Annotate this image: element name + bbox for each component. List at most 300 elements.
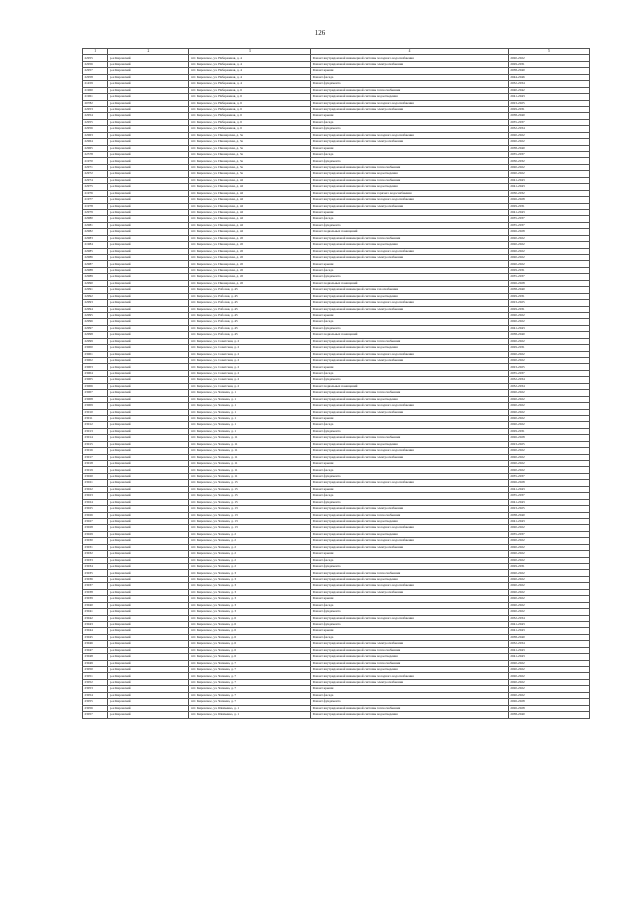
work-type-cell: Ремонт крыши [311, 364, 509, 370]
row-id: 21459 [83, 81, 108, 87]
address-cell: пгт. Кировское, ул. Пионерская, д. 45 [189, 261, 311, 267]
work-type-cell: Ремонт внутридомовой инженерной системы электроснабжения [311, 506, 509, 512]
row-id: 23013 [83, 428, 108, 434]
row-id: 21976 [83, 190, 108, 196]
period-cell: 2032-2034 [508, 81, 589, 87]
row-id: 21984 [83, 242, 108, 248]
address-cell: пгт. Кировское, ул. Чапаева, д. 3 [189, 602, 311, 608]
district-cell: р-н Кировский [108, 171, 189, 177]
work-type-cell: Ремонт фундамента [311, 81, 509, 87]
address-cell: пгт. Кировское, ул. Рабочая, д. 45 [189, 319, 311, 325]
district-cell: р-н Кировский [108, 679, 189, 685]
address-cell: пгт. Кировское, ул. Пионерская, д. 3а [189, 152, 311, 158]
address-cell: пгт. Кировское, ул. Чапаева, д. 1 [189, 390, 311, 396]
period-cell: 2029-2031 [508, 106, 589, 112]
work-type-cell: Ремонт крыши [311, 145, 509, 151]
address-cell: пгт. Кировское, ул. Чапаева, д. 7 [189, 660, 311, 666]
period-cell: 2032-2034 [508, 377, 589, 383]
district-cell: р-н Кировский [108, 358, 189, 364]
address-cell: пгт. Кировское, ул. Чапаева, д. 7 [189, 699, 311, 705]
period-cell: 2020-2022 [508, 164, 589, 170]
period-cell: 2029-2031 [508, 203, 589, 209]
district-cell: р-н Кировский [108, 403, 189, 409]
row-id: 23008 [83, 396, 108, 402]
row-id: 23038 [83, 589, 108, 595]
row-id: 23021 [83, 480, 108, 486]
period-cell: 2041-2043 [508, 325, 589, 331]
work-type-cell: Ремонт внутридомовой инженерной системы электроснабжения [311, 409, 509, 415]
work-type-cell: Ремонт подвальных помещений [311, 383, 509, 389]
row-id: 23034 [83, 564, 108, 570]
row-id: 22982 [83, 229, 108, 235]
work-type-cell: Ремонт фундамента [311, 158, 509, 164]
period-cell: 2041-2043 [508, 486, 589, 492]
district-cell: р-н Кировский [108, 602, 189, 608]
district-cell: р-н Кировский [108, 435, 189, 441]
work-type-cell: Ремонт фундамента [311, 699, 509, 705]
work-type-cell: Ремонт внутридомовой инженерной системы теплоснабжения [311, 390, 509, 396]
row-id: 23052 [83, 679, 108, 685]
row-id: 23001 [83, 351, 108, 357]
work-type-cell: Ремонт внутридомовой инженерной системы холодного водоснабжения [311, 583, 509, 589]
address-cell: пгт. Кировское, ул. Рабочая, д. 45 [189, 306, 311, 312]
district-cell: р-н Кировский [108, 74, 189, 80]
period-cell: 2023-2025 [508, 100, 589, 106]
period-cell: 2030-2032 [508, 158, 589, 164]
district-cell: р-н Кировский [108, 222, 189, 228]
row-id: 22972 [83, 171, 108, 177]
period-cell: 2020-2022 [508, 390, 589, 396]
work-type-cell: Ремонт крыши [311, 628, 509, 634]
period-cell: 2020-2022 [508, 673, 589, 679]
district-cell: р-н Кировский [108, 139, 189, 145]
row-id: 23003 [83, 364, 108, 370]
row-id: 22956 [83, 61, 108, 67]
district-cell: р-н Кировский [108, 448, 189, 454]
district-cell: р-н Кировский [108, 364, 189, 370]
work-type-cell: Ремонт крыши [311, 686, 509, 692]
period-cell: 2020-2022 [508, 351, 589, 357]
address-cell: пгт. Кировское, ул. Чапаева, д. 2 [189, 538, 311, 544]
address-cell: пгт. Кировское, ул. Чапаева, д. 15 [189, 480, 311, 486]
period-cell: 2020-2022 [508, 235, 589, 241]
district-cell: р-н Кировский [108, 338, 189, 344]
row-id: 22987 [83, 261, 108, 267]
address-cell: пгт. Кировское, ул. Советская, д. 2 [189, 364, 311, 370]
period-cell: 2041-2043 [508, 647, 589, 653]
row-id: 22988 [83, 267, 108, 273]
period-cell: 2035-2037 [508, 216, 589, 222]
district-cell: р-н Кировский [108, 61, 189, 67]
row-id: 23025 [83, 506, 108, 512]
work-type-cell: Ремонт внутридомовой инженерной системы холодного водоснабжения [311, 480, 509, 486]
period-cell: 2020-2022 [508, 396, 589, 402]
period-cell: 2026-2028 [508, 229, 589, 235]
district-cell: р-н Кировский [108, 551, 189, 557]
row-id: 23027 [83, 518, 108, 524]
district-cell: р-н Кировский [108, 203, 189, 209]
row-id: 22998 [83, 332, 108, 338]
address-cell: пгт. Кировское, ул. Пионерская, д. 45 [189, 255, 311, 261]
work-type-cell: Ремонт внутридомовой инженерной системы теплоснабжения [311, 338, 509, 344]
address-cell: пгт. Кировское, ул. Набережная, д. 4 [189, 81, 311, 87]
row-id: 23048 [83, 654, 108, 660]
work-type-cell: Ремонт фундамента [311, 564, 509, 570]
period-cell: 2020-2022 [508, 467, 589, 473]
district-cell: р-н Кировский [108, 570, 189, 576]
address-cell: пгт. Кировское, ул. Советская, д. 2 [189, 377, 311, 383]
address-cell: пгт. Кировское, ул. Чапаева, д. 6 [189, 621, 311, 627]
period-cell: 2029-2031 [508, 428, 589, 434]
district-cell: р-н Кировский [108, 557, 189, 563]
district-cell: р-н Кировский [108, 68, 189, 74]
period-cell: 2035-2037 [508, 473, 589, 479]
address-cell: пгт. Кировское, ул. Набережная, д. 6 [189, 87, 311, 93]
work-type-cell: Ремонт фасада [311, 467, 509, 473]
address-cell: пгт. Кировское, ул. Советская, д. 2 [189, 370, 311, 376]
address-cell: пгт. Кировское, ул. Чапаева, д. 7 [189, 673, 311, 679]
address-cell: пгт. Кировское, ул. Чапаева, д. 1 [189, 422, 311, 428]
district-cell: р-н Кировский [108, 261, 189, 267]
district-cell: р-н Кировский [108, 216, 189, 222]
period-cell: 2038-2040 [508, 634, 589, 640]
address-cell: пгт. Кировское, ул. Чапаева, д. 3 [189, 589, 311, 595]
period-cell: 2020-2022 [508, 686, 589, 692]
address-cell: пгт. Кировское, ул. Советская, д. 2 [189, 383, 311, 389]
period-cell: 2020-2022 [508, 583, 589, 589]
row-id: 23049 [83, 660, 108, 666]
address-cell: пгт. Кировское, ул. Чапаева, д. 11 [189, 461, 311, 467]
address-cell: пгт. Кировское, ул. Пионерская, д. 45 [189, 280, 311, 286]
row-id: 22983 [83, 235, 108, 241]
period-cell: 2035-2037 [508, 531, 589, 537]
row-id: 23051 [83, 673, 108, 679]
period-cell: 2020-2022 [508, 171, 589, 177]
work-type-cell: Ремонт внутридомовой инженерной системы теплоснабжения [311, 570, 509, 576]
work-type-cell: Ремонт внутридомовой инженерной системы электроснабжения [311, 255, 509, 261]
row-id: 23012 [83, 422, 108, 428]
district-cell: р-н Кировский [108, 493, 189, 499]
district-cell: р-н Кировский [108, 628, 189, 634]
address-cell: пгт. Кировское, ул. Пионерская, д. 45 [189, 235, 311, 241]
district-cell: р-н Кировский [108, 306, 189, 312]
row-id: 23002 [83, 358, 108, 364]
address-cell: пгт. Кировское, ул. Пионерская, д. 45 [189, 242, 311, 248]
period-cell: 2038-2040 [508, 145, 589, 151]
row-id: 23020 [83, 473, 108, 479]
district-cell: р-н Кировский [108, 255, 189, 261]
district-cell: р-н Кировский [108, 461, 189, 467]
period-cell: 2023-2025 [508, 300, 589, 306]
district-cell: р-н Кировский [108, 647, 189, 653]
row-id: 23046 [83, 641, 108, 647]
row-id: 23040 [83, 602, 108, 608]
row-id: 22963 [83, 132, 108, 138]
address-cell: пгт. Кировское, ул. Чапаева, д. 6 [189, 634, 311, 640]
work-type-cell: Ремонт внутридомовой инженерной системы водоотведения [311, 518, 509, 524]
row-id: 23042 [83, 615, 108, 621]
row-id: 22992 [83, 293, 108, 299]
address-cell: пгт. Кировское, ул. Чапаева, д. 11 [189, 473, 311, 479]
work-type-cell: Ремонт крыши [311, 261, 509, 267]
district-cell: р-н Кировский [108, 94, 189, 100]
address-cell: пгт. Кировское, ул. Набережная, д. 4 [189, 68, 311, 74]
district-cell: р-н Кировский [108, 87, 189, 93]
district-cell: р-н Кировский [108, 615, 189, 621]
address-cell: пгт. Кировское, ул. Советская, д. 2 [189, 351, 311, 357]
address-cell: пгт. Кировское, ул. Набережная, д. 6 [189, 113, 311, 119]
work-type-cell: Ремонт внутридомовой инженерной системы водоотведения [311, 293, 509, 299]
district-cell: р-н Кировский [108, 428, 189, 434]
work-type-cell: Ремонт фасада [311, 422, 509, 428]
address-cell: пгт. Кировское, ул. Чапаева, д. 6 [189, 628, 311, 634]
work-type-cell: Ремонт внутридомовой инженерной системы холодного водоснабжения [311, 448, 509, 454]
row-id: 23039 [83, 596, 108, 602]
work-type-cell: Ремонт внутридомовой инженерной системы холодного водоснабжения [311, 615, 509, 621]
district-cell: р-н Кировский [108, 113, 189, 119]
row-id: 22990 [83, 280, 108, 286]
address-cell: пгт. Кировское, ул. Чапаева, д. 13 [189, 518, 311, 524]
period-cell: 2020-2022 [508, 557, 589, 563]
work-type-cell: Ремонт внутридомовой инженерной системы электроснабжения [311, 203, 509, 209]
row-id: 22981 [83, 222, 108, 228]
district-cell: р-н Кировский [108, 564, 189, 570]
district-cell: р-н Кировский [108, 235, 189, 241]
row-id: 21970 [83, 158, 108, 164]
district-cell: р-н Кировский [108, 518, 189, 524]
work-type-cell: Ремонт внутридомовой инженерной системы водоотведения [311, 667, 509, 673]
district-cell: р-н Кировский [108, 287, 189, 293]
work-type-cell: Ремонт внутридомовой инженерной системы электроснабжения [311, 454, 509, 460]
address-cell: пгт. Кировское, ул. Пионерская, д. 42 [189, 190, 311, 196]
district-cell: р-н Кировский [108, 145, 189, 151]
period-cell: 2020-2022 [508, 589, 589, 595]
district-cell: р-н Кировский [108, 158, 189, 164]
period-cell: 2029-2031 [508, 267, 589, 273]
row-id: 22956 [83, 126, 108, 132]
district-cell: р-н Кировский [108, 377, 189, 383]
row-id: 23047 [83, 647, 108, 653]
district-cell: р-н Кировский [108, 332, 189, 338]
row-id: 22995 [83, 312, 108, 318]
row-id: 22954 [83, 113, 108, 119]
period-cell: 2026-2028 [508, 435, 589, 441]
period-cell: 2023-2025 [508, 506, 589, 512]
row-id: 22991 [83, 287, 108, 293]
work-type-cell: Ремонт внутридомовой инженерной системы холодного водоснабжения [311, 673, 509, 679]
address-cell: пгт. Кировское, ул. Чапаева, д. 11 [189, 454, 311, 460]
row-id: 22985 [83, 248, 108, 254]
address-cell: пгт. Кировское, ул. Пионерская, д. 3а [189, 139, 311, 145]
district-cell: р-н Кировский [108, 480, 189, 486]
work-type-cell: Ремонт фасада [311, 692, 509, 698]
address-cell: пгт. Кировское, ул. Набережная, д. 6 [189, 126, 311, 132]
work-type-cell: Ремонт внутридомовой инженерной системы теплоснабжения [311, 647, 509, 653]
row-id: 22980 [83, 216, 108, 222]
district-cell: р-н Кировский [108, 152, 189, 158]
work-type-cell: Ремонт фундамента [311, 325, 509, 331]
period-cell: 2020-2022 [508, 609, 589, 615]
work-type-cell: Ремонт внутридомовой инженерной системы электроснабжения [311, 679, 509, 685]
district-cell: р-н Кировский [108, 319, 189, 325]
row-id: 23032 [83, 551, 108, 557]
work-type-cell: Ремонт внутридомовой инженерной системы водоотведения [311, 712, 509, 718]
row-id: 23022 [83, 486, 108, 492]
period-cell: 2020-2022 [508, 679, 589, 685]
period-cell: 2038-2040 [508, 113, 589, 119]
district-cell: р-н Кировский [108, 667, 189, 673]
column-number: 3 [189, 49, 311, 55]
district-cell: р-н Кировский [108, 712, 189, 718]
work-type-cell: Ремонт внутридомовой инженерной системы водоотведения [311, 576, 509, 582]
period-cell: 2020-2022 [508, 660, 589, 666]
district-cell: р-н Кировский [108, 705, 189, 711]
address-cell: пгт. Кировское, ул. Советская, д. 2 [189, 358, 311, 364]
district-cell: р-н Кировский [108, 274, 189, 280]
address-cell: пгт. Кировское, ул. Советская, д. 2 [189, 338, 311, 344]
address-cell: пгт. Кировское, ул. Набережная, д. 4 [189, 55, 311, 61]
work-type-cell: Ремонт фасада [311, 557, 509, 563]
row-id: 22997 [83, 325, 108, 331]
district-cell: р-н Кировский [108, 106, 189, 112]
district-cell: р-н Кировский [108, 654, 189, 660]
work-type-cell: Ремонт внутридомовой инженерной системы водоотведения [311, 242, 509, 248]
district-cell: р-н Кировский [108, 300, 189, 306]
work-type-cell: Ремонт подвальных помещений [311, 332, 509, 338]
work-type-cell: Ремонт фундамента [311, 473, 509, 479]
district-cell: р-н Кировский [108, 126, 189, 132]
row-id: 22989 [83, 274, 108, 280]
district-cell: р-н Кировский [108, 454, 189, 460]
period-cell: 2020-2022 [508, 409, 589, 415]
district-cell: р-н Кировский [108, 293, 189, 299]
row-id: 22974 [83, 177, 108, 183]
row-id: 23011 [83, 415, 108, 421]
row-id: 23004 [83, 370, 108, 376]
district-cell: р-н Кировский [108, 467, 189, 473]
row-id: 23045 [83, 634, 108, 640]
row-id: 23000 [83, 345, 108, 351]
district-cell: р-н Кировский [108, 422, 189, 428]
row-id: 23037 [83, 583, 108, 589]
period-cell: 2041-2043 [508, 654, 589, 660]
work-type-cell: Ремонт внутридомовой инженерной системы теплоснабжения [311, 177, 509, 183]
row-id: 23050 [83, 667, 108, 673]
period-cell: 2041-2043 [508, 621, 589, 627]
row-id: 21977 [83, 197, 108, 203]
row-id: 22958 [83, 74, 108, 80]
district-cell: р-н Кировский [108, 242, 189, 248]
period-cell: 2020-2022 [508, 461, 589, 467]
period-cell: 2020-2022 [508, 403, 589, 409]
address-cell: пгт. Кировское, ул. Шевченко, д. 1 [189, 705, 311, 711]
row-id: 22994 [83, 306, 108, 312]
work-type-cell: Ремонт внутридомовой инженерной системы газоснабжения [311, 287, 509, 293]
period-cell: 2020-2022 [508, 132, 589, 138]
address-cell: пгт. Кировское, ул. Чапаева, д. 2 [189, 544, 311, 550]
row-id: 23033 [83, 557, 108, 563]
district-cell: р-н Кировский [108, 512, 189, 518]
work-type-cell: Ремонт крыши [311, 312, 509, 318]
row-id: 23031 [83, 544, 108, 550]
period-cell: 2038-2040 [508, 712, 589, 718]
period-cell: 2030-2032 [508, 190, 589, 196]
work-type-cell: Ремонт фасада [311, 267, 509, 273]
work-type-cell: Ремонт фасада [311, 216, 509, 222]
period-cell: 2020-2022 [508, 538, 589, 544]
address-cell: пгт. Кировское, ул. Чапаева, д. 1 [189, 409, 311, 415]
period-cell: 2023-2025 [508, 364, 589, 370]
work-type-cell: Ремонт внутридомовой инженерной системы водоотведения [311, 531, 509, 537]
work-type-cell: Ремонт фасада [311, 634, 509, 640]
address-cell: пгт. Кировское, ул. Рабочая, д. 45 [189, 325, 311, 331]
row-id: 22979 [83, 209, 108, 215]
period-cell: 2035-2037 [508, 370, 589, 376]
address-cell: пгт. Кировское, ул. Пионерская, д. 42 [189, 184, 311, 190]
address-cell: пгт. Кировское, ул. Рабочая, д. 45 [189, 300, 311, 306]
period-cell: 2020-2022 [508, 525, 589, 531]
period-cell: 2020-2022 [508, 242, 589, 248]
work-type-cell: Ремонт внутридомовой инженерной системы холодного водоснабжения [311, 132, 509, 138]
address-cell: пгт. Кировское, ул. Пионерская, д. 42 [189, 177, 311, 183]
column-number: 5 [508, 49, 589, 55]
row-id: 23054 [83, 692, 108, 698]
period-cell: 2035-2037 [508, 274, 589, 280]
row-id: 22378 [83, 152, 108, 158]
address-cell: пгт. Кировское, ул. Чапаева, д. 1 [189, 415, 311, 421]
address-cell: пгт. Кировское, ул. Чапаева, д. 1 [189, 428, 311, 434]
district-cell: р-н Кировский [108, 596, 189, 602]
work-type-cell: Ремонт внутридомовой инженерной системы холодного водоснабжения [311, 351, 509, 357]
period-cell: 2029-2031 [508, 306, 589, 312]
work-type-cell: Ремонт внутридомовой инженерной системы теплоснабжения [311, 512, 509, 518]
row-id: 23006 [83, 383, 108, 389]
address-cell: пгт. Кировское, ул. Чапаева, д. 7 [189, 692, 311, 698]
work-type-cell: Ремонт внутридомовой инженерной системы горячего водоснабжения [311, 190, 509, 196]
row-id: 23053 [83, 686, 108, 692]
period-cell: 2020-2022 [508, 312, 589, 318]
district-cell: р-н Кировский [108, 209, 189, 215]
work-type-cell: Ремонт крыши [311, 461, 509, 467]
row-id: 22965 [83, 145, 108, 151]
district-cell: р-н Кировский [108, 544, 189, 550]
district-cell: р-н Кировский [108, 634, 189, 640]
district-cell: р-н Кировский [108, 383, 189, 389]
row-id: 23023 [83, 493, 108, 499]
period-cell: 2035-2037 [508, 222, 589, 228]
row-id: 22986 [83, 255, 108, 261]
period-cell: 2020-2022 [508, 570, 589, 576]
work-type-cell: Ремонт крыши [311, 596, 509, 602]
address-cell: пгт. Кировское, ул. Чапаева, д. 6 [189, 647, 311, 653]
row-id: 20782 [83, 100, 108, 106]
work-type-cell: Ремонт внутридомовой инженерной системы холодного водоснабжения [311, 525, 509, 531]
address-cell: пгт. Кировское, ул. Чапаева, д. 11 [189, 435, 311, 441]
district-cell: р-н Кировский [108, 229, 189, 235]
period-cell: 2020-2022 [508, 422, 589, 428]
row-id: 23007 [83, 390, 108, 396]
district-cell: р-н Кировский [108, 699, 189, 705]
row-id: 23014 [83, 435, 108, 441]
work-type-cell: Ремонт внутридомовой инженерной системы электроснабжения [311, 61, 509, 67]
address-cell: пгт. Кировское, ул. Чапаева, д. 3 [189, 583, 311, 589]
address-cell: пгт. Кировское, ул. Рабочая, д. 45 [189, 332, 311, 338]
period-cell: 2038-2040 [508, 512, 589, 518]
address-cell: пгт. Кировское, ул. Чапаева, д. 3 [189, 596, 311, 602]
address-cell: пгт. Кировское, ул. Чапаева, д. 7 [189, 679, 311, 685]
row-id: 23030 [83, 538, 108, 544]
period-cell: 2026-2028 [508, 480, 589, 486]
